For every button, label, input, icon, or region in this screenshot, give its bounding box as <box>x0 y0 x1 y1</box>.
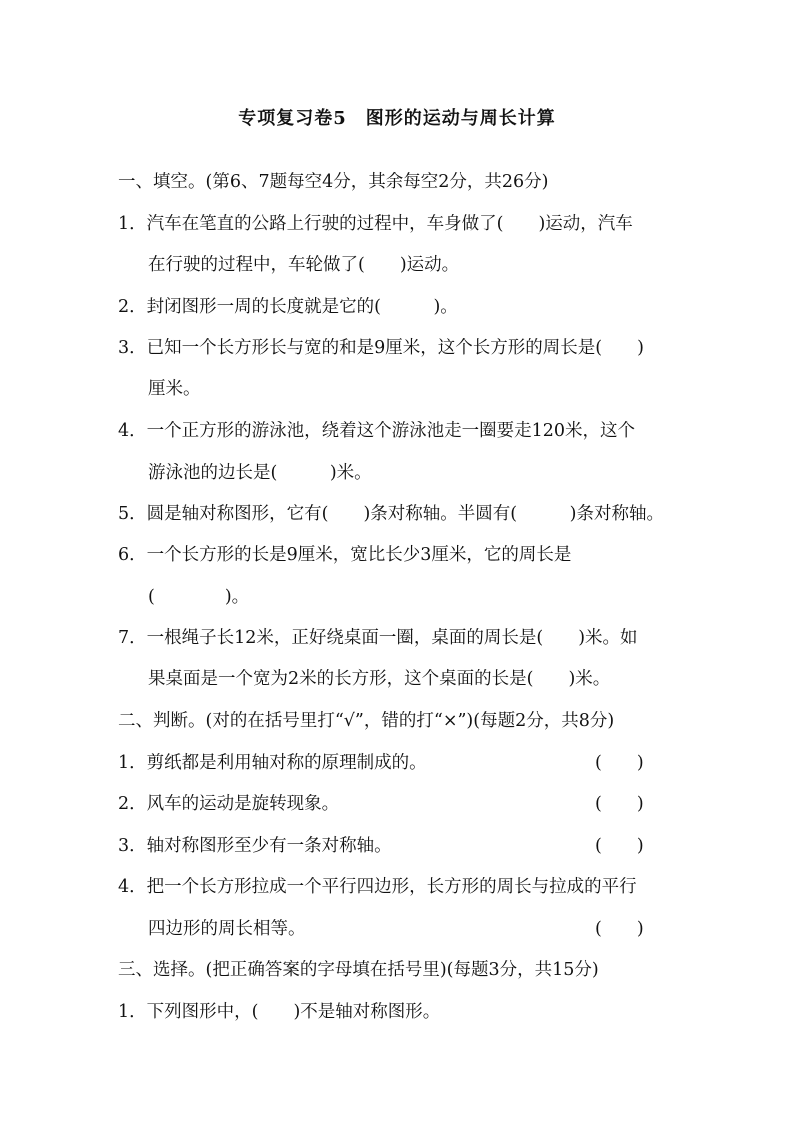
judge-q3-blank: ( ) <box>595 836 644 856</box>
choice-q1: 1．下列图形中，( )不是轴对称图形。 <box>118 1002 441 1022</box>
judge-q1: 1．剪纸都是利用轴对称的原理制成的。 <box>118 753 427 773</box>
judge-q1-blank: ( ) <box>595 753 644 773</box>
fill-q6-line2: ( )。 <box>148 587 250 607</box>
fill-q3-line1: 3．已知一个长方形长与宽的和是9厘米，这个长方形的周长是( ) <box>118 338 644 358</box>
page-title: 专项复习卷5 图形的运动与周长计算 <box>238 108 556 129</box>
judge-q3: 3．轴对称图形至少有一条对称轴。 <box>118 836 392 856</box>
fill-q7-line1: 7．一根绳子长12米，正好绕桌面一圈，桌面的周长是( )米。如 <box>118 628 638 648</box>
section2-header: 二、判断。(对的在括号里打“√”，错的打“×”)(每题2分，共8分) <box>118 711 615 731</box>
fill-q6-line1: 6．一个长方形的长是9厘米，宽比长少3厘米，它的周长是 <box>118 545 572 565</box>
fill-q7-line2: 果桌面是一个宽为2米的长方形，这个桌面的长是( )米。 <box>148 669 611 689</box>
judge-q4-line1: 4．把一个长方形拉成一个平行四边形，长方形的周长与拉成的平行 <box>118 877 637 897</box>
judge-q4-line2: 四边形的周长相等。 <box>148 919 306 939</box>
fill-q3-line2: 厘米。 <box>148 379 201 399</box>
fill-q4-line2: 游泳池的边长是( )米。 <box>148 463 372 483</box>
section3-header: 三、选择。(把正确答案的字母填在括号里)(每题3分，共15分) <box>118 960 599 980</box>
fill-q1-line1: 1．汽车在笔直的公路上行驶的过程中，车身做了( )运动，汽车 <box>118 214 633 234</box>
section1-header: 一、填空。(第6、7题每空4分，其余每空2分，共26分) <box>118 172 549 192</box>
judge-q2: 2．风车的运动是旋转现象。 <box>118 794 340 814</box>
fill-q1-line2: 在行驶的过程中，车轮做了( )运动。 <box>148 255 460 275</box>
fill-q4-line1: 4．一个正方形的游泳池，绕着这个游泳池走一圈要走120米，这个 <box>118 421 636 441</box>
fill-q5: 5．圆是轴对称图形，它有( )条对称轴。半圆有( )条对称轴。 <box>118 504 664 524</box>
fill-q2: 2．封闭图形一周的长度就是它的( )。 <box>118 297 458 317</box>
judge-q2-blank: ( ) <box>595 794 644 814</box>
judge-q4-blank: ( ) <box>595 919 644 939</box>
